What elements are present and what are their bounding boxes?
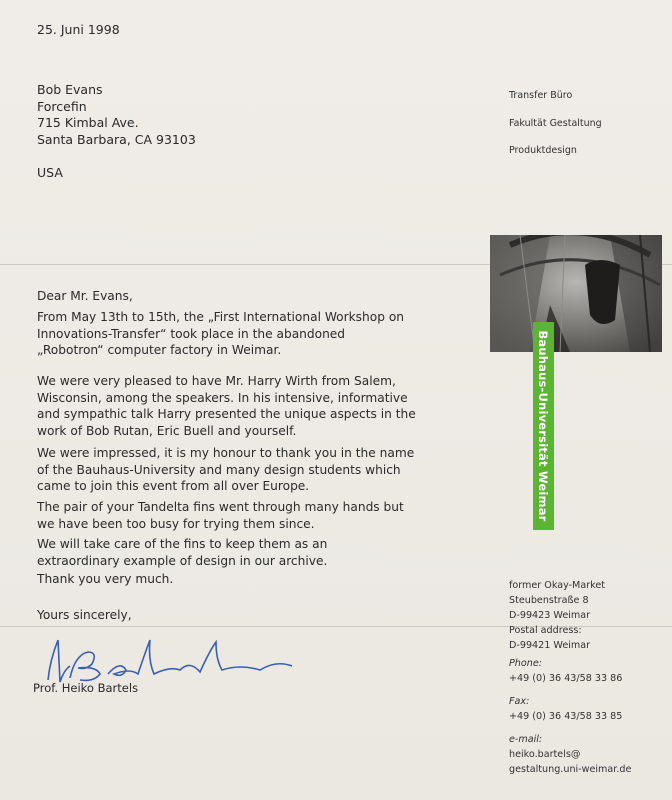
paragraph-line: Innovations-Transfer“ took place in the abandoned bbox=[37, 326, 346, 341]
signer-name: Prof. Heiko Bartels bbox=[33, 681, 139, 695]
fax-label: Fax: bbox=[509, 696, 530, 707]
paragraph bbox=[37, 373, 416, 439]
address-line: D-99423 Weimar bbox=[509, 610, 591, 621]
paragraph bbox=[37, 499, 404, 532]
contact-phone bbox=[509, 656, 622, 686]
paragraph-line: Wisconsin, among the speakers. In his intensive, informative bbox=[37, 390, 408, 405]
paragraph-line: of the Bauhaus-University and many design students which bbox=[37, 462, 401, 477]
paragraph-line: We were impressed, it is my honour to thank you in the name bbox=[37, 446, 415, 460]
phone-number: +49 (0) 36 43/58 33 86 bbox=[509, 673, 623, 684]
email-line: heiko.bartels@ bbox=[509, 749, 581, 760]
contact-address bbox=[509, 578, 605, 653]
recipient-line: Forcefin bbox=[37, 98, 87, 114]
recipient-line: Santa Barbara, CA 93103 bbox=[37, 131, 196, 147]
paragraph-line: work of Bob Rutan, Eric Buell and yourself. bbox=[37, 423, 297, 438]
paragraph-line: and sympathic talk Harry presented the unique aspects in the bbox=[37, 407, 416, 421]
paragraph-line: The pair of your Tandelta fins went through many hands but bbox=[37, 500, 404, 514]
department-line: Transfer Büro bbox=[509, 90, 573, 101]
paragraph bbox=[37, 445, 414, 495]
contact-fax bbox=[509, 694, 622, 724]
recipient-line: Bob Evans bbox=[37, 82, 103, 97]
paragraph-line: Thank you very much. bbox=[37, 572, 174, 586]
phone-label: Phone: bbox=[509, 658, 542, 669]
greeting: Dear Mr. Evans, bbox=[37, 289, 133, 303]
recipient-line bbox=[37, 148, 196, 165]
paragraph-line: From May 13th to 15th, the „First International Workshop on bbox=[37, 310, 405, 324]
department-line: Produktdesign bbox=[509, 145, 577, 156]
fax-number: +49 (0) 36 43/58 33 85 bbox=[509, 711, 623, 722]
paragraph-line: We were very pleased to have Mr. Harry Wirth from Salem, bbox=[37, 374, 396, 388]
department-line: Fakultät Gestaltung bbox=[509, 118, 602, 129]
address-line: D-99421 Weimar bbox=[509, 640, 591, 651]
letterhead-photo bbox=[490, 235, 662, 352]
address-line: former Okay-Market bbox=[509, 580, 606, 591]
paragraph-line: „Robotron“ computer factory in Weimar. bbox=[37, 343, 282, 357]
recipient-line: USA bbox=[37, 164, 63, 180]
address-line: Postal address: bbox=[509, 625, 582, 636]
recipient-line: 715 Kimbal Ave. bbox=[37, 115, 139, 130]
paragraph-line: we have been too busy for trying them since. bbox=[37, 516, 315, 531]
architecture-photo-icon bbox=[490, 235, 662, 352]
paragraph-line: We will take care of the fins to keep them as an bbox=[37, 537, 328, 551]
closing: Yours sincerely, bbox=[37, 608, 132, 622]
paragraph-line: extraordinary example of design in our archive. bbox=[37, 553, 328, 568]
paragraph bbox=[37, 309, 404, 359]
paragraph bbox=[37, 536, 327, 569]
contact-email bbox=[509, 732, 631, 777]
email-line: gestaltung.uni-weimar.de bbox=[509, 764, 632, 775]
paragraph bbox=[37, 571, 173, 588]
recipient-address bbox=[37, 82, 196, 181]
university-name: Bauhaus-Universität Weimar bbox=[536, 330, 550, 522]
email-label: e-mail: bbox=[509, 734, 543, 745]
address-line: Steubenstraße 8 bbox=[509, 595, 589, 606]
letter-date: 25. Juni 1998 bbox=[37, 22, 120, 37]
paragraph-line: came to join this event from all over Europe. bbox=[37, 479, 310, 493]
